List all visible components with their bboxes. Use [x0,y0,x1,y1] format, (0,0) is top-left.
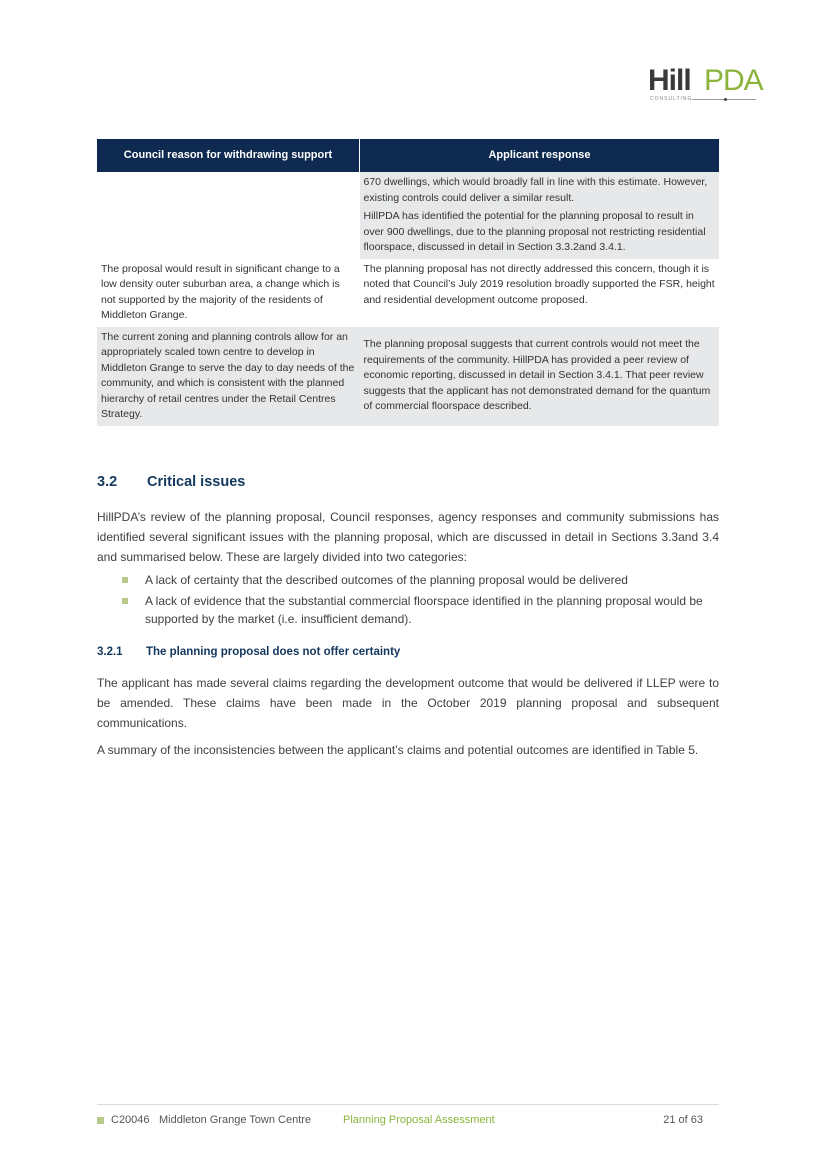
response-cell [360,259,720,327]
bullet-square-icon [122,598,128,604]
section-heading [97,474,245,490]
section-number: 3.2 [97,474,118,490]
section-title: Critical issues [147,474,246,490]
footer-page-number: 21 of 63 [663,1114,703,1126]
footer-project-code: C20046 [111,1114,150,1126]
list-item [122,592,719,628]
table-header-row [97,139,719,172]
table-row [97,259,719,327]
response-cell [360,172,720,259]
section-intro: HillPDA’s review of the planning proposal, Council responses, agency responses and community submissions has identified several significant issues with the planning proposal, which are discussed in detail in Sections 3.3and 3.4 and summarised below. These are largely divided into two categories: [97,510,719,564]
response-paragraph: The planning proposal has not directly addressed this concern, though it is noted that Council’s July 2019 resolution broadly supported the FSR, height and residential development outcome proposed. [363,262,715,306]
footer-project-name: Middleton Grange Town Centre [159,1114,312,1126]
footer-document-title: Planning Proposal Assessment [343,1114,495,1126]
bullet-text: A lack of evidence that the substantial commercial floorspace identified in the planning proposal would be supported by the market (i.e. insufficient demand). [145,594,703,626]
reason-cell [97,172,360,259]
response-cell [360,327,720,426]
subsection-paragraph-2: A summary of the inconsistencies between the applicant’s claims and potential outcomes are identified in Table 5. [97,743,699,757]
logo-brand-bold: Hill [648,64,691,97]
list-item [122,571,719,589]
reason-cell: The current zoning and planning controls allow for an appropriately scaled town centre to develop in Middleton Grange to serve the day to day needs of the community, and which is consistent with the planned hierarchy of retail centres under the Retail Centres Strategy. [97,327,360,426]
header-applicant-response: Applicant response [360,139,720,172]
footer-divider [97,1104,719,1105]
bullet-square-icon [122,577,128,583]
subsection-number: 3.2.1 [97,646,123,658]
footer-square-icon [97,1117,104,1124]
subsection-heading [97,646,400,658]
subsection-title: The planning proposal does not offer certainty [146,646,401,658]
bullet-text: A lack of certainty that the described outcomes of the planning proposal would be delivered [145,573,628,587]
logo-dot [724,98,727,101]
response-paragraph: HillPDA has identified the potential for the planning proposal to result in over 900 dwellings, due to the planning proposal not restricting residential floorspace, discussed in detail in Section 3.3.2and 3.4.1. [363,210,706,253]
reason-cell: The proposal would result in significant change to a low density outer suburban area, a change which is not supported by the majority of the residents of Middleton Grange. [97,259,360,327]
table-row [97,172,719,259]
issue-bullet-list [122,571,719,631]
logo-brand-light: PDA [704,64,763,97]
hillpda-logo [648,64,763,104]
response-paragraph: 670 dwellings, which would broadly fall in line with this estimate. However, existing controls could deliver a similar result. [363,176,708,204]
table-row [97,327,719,426]
subsection-paragraph-1: The applicant has made several claims regarding the development outcome that would be delivered if LLEP were to be amended. These claims have been made in the October 2019 planning proposal and subsequent communications. [97,676,719,730]
header-council-reason: Council reason for withdrawing support [97,139,360,172]
logo-tagline: CONSULTING [650,96,693,102]
council-reasons-table [97,139,719,426]
response-paragraph: The planning proposal suggests that current controls would not meet the requirements of the community. HillPDA has provided a peer review of economic reporting, discussed in detail in Section 3.4.1. That peer review suggests that the applicant has not demonstrated demand for the quantum of commercial floorspace described. [363,338,711,413]
